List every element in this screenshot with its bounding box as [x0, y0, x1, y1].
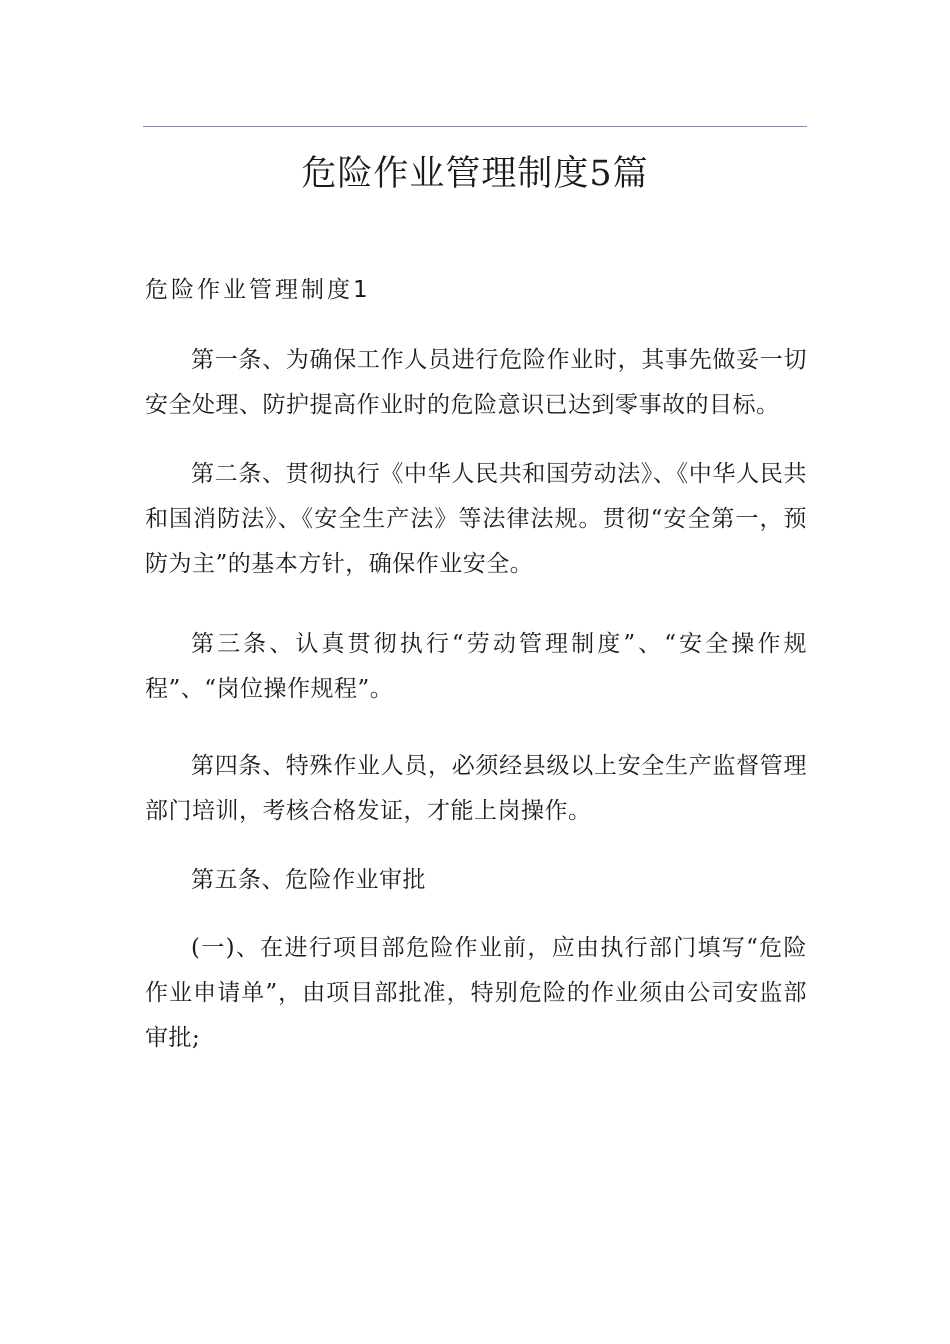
- paragraph-article-4: 第四条、特殊作业人员，必须经县级以上安全生产监督管理部门培训，考核合格发证，才能上岗操作。: [145, 753, 807, 824]
- paragraph-article-3: 第三条、认真贯彻执行“劳动管理制度”、“安全操作规程”、“岗位操作规程”。: [145, 631, 807, 702]
- document-title: 危险作业管理制度5篇: [301, 154, 649, 194]
- paragraph-article-5-item-1: (一)、在进行项目部危险作业前，应由执行部门填写“危险作业申请单”，由项目部批准，特别危险的作业须由公司安监部审批;: [145, 935, 807, 1051]
- paragraph-article-1: 第一条、为确保工作人员进行危险作业时，其事先做妥一切安全处理、防护提高作业时的危险意识已达到零事故的目标。: [145, 347, 807, 418]
- section-heading: 危险作业管理制度1: [145, 277, 371, 303]
- paragraph-article-2: 第二条、贯彻执行《中华人民共和国劳动法》、《中华人民共和国消防法》、《安全生产法》等法律法规。贯彻“安全第一，预防为主”的基本方针，确保作业安全。: [145, 461, 807, 577]
- paragraph-article-5: 第五条、危险作业审批: [191, 867, 426, 893]
- header-rule: [143, 126, 807, 127]
